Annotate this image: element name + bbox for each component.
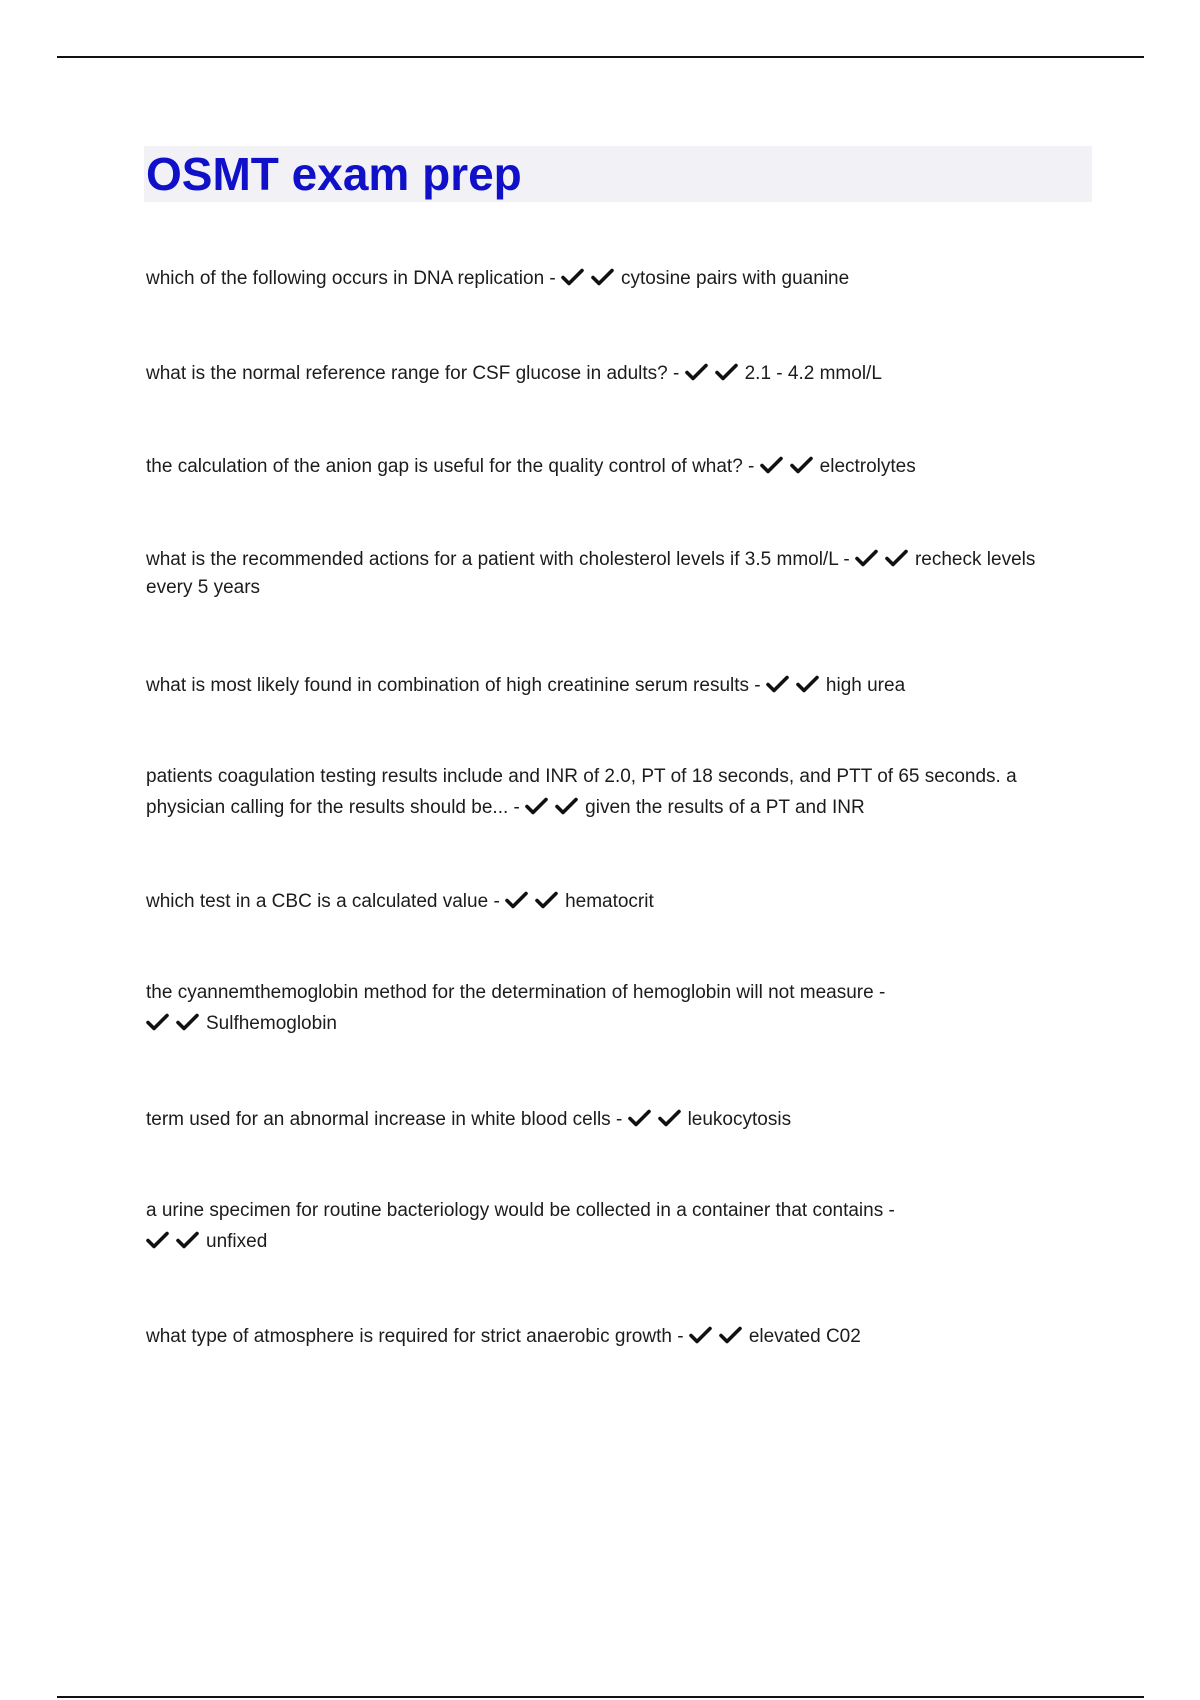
check-icon (766, 675, 789, 693)
answer-text: 2.1 - 4.2 mmol/L (744, 363, 882, 384)
list-item (146, 886, 1076, 917)
top-rule (57, 56, 1144, 58)
page-title: OSMT exam prep (146, 148, 522, 200)
separator: - (838, 549, 855, 570)
separator: - (749, 675, 766, 696)
list-item (146, 263, 1076, 294)
list-item (146, 546, 1076, 602)
check-icon (885, 549, 908, 567)
check-icon (658, 1109, 681, 1127)
list-item (146, 1195, 1076, 1257)
question-text: what type of atmosphere is required for strict anaerobic growth (146, 1326, 672, 1347)
answer-text: recheck levels every 5 years (146, 549, 1036, 598)
separator: - (667, 363, 685, 384)
answer-text: electrolytes (819, 456, 916, 477)
list-item (146, 451, 1076, 482)
question-text: what is the recommended actions for a patient with cholesterol levels if 3.5 mmol/L (146, 549, 839, 570)
check-icon (760, 456, 783, 474)
check-icon (176, 1231, 199, 1249)
answer-text: leukocytosis (687, 1109, 792, 1130)
answer-text: high urea (825, 675, 906, 696)
list-item (146, 358, 1076, 389)
check-icon (715, 363, 738, 381)
check-icon (561, 268, 584, 286)
check-icon (591, 268, 614, 286)
answer-text: unfixed (206, 1231, 268, 1252)
check-icon (796, 675, 819, 693)
list-item (146, 670, 1076, 701)
separator: - (488, 891, 506, 912)
list-item (146, 761, 1076, 823)
check-icon (505, 891, 528, 909)
check-icon (685, 363, 708, 381)
separator: - (544, 268, 562, 289)
question-text: which of the following occurs in DNA replication (146, 268, 545, 289)
question-text: what is most likely found in combination of high creatinine serum results (146, 675, 750, 696)
question-text: a urine specimen for routine bacteriology would be collected in a container that contains (146, 1200, 884, 1221)
check-icon (790, 456, 813, 474)
list-item (146, 1104, 1076, 1135)
answer-text: cytosine pairs with guanine (621, 268, 850, 289)
question-text: patients coagulation testing results include and INR of 2.0, PT of 18 seconds, and PTT of 65 seconds. a physician calling for the results should be... (146, 766, 1017, 818)
check-icon (176, 1013, 199, 1031)
separator: - (671, 1326, 689, 1347)
check-icon (855, 549, 878, 567)
separator: - (508, 797, 526, 818)
question-text: term used for an abnormal increase in white blood cells (146, 1109, 611, 1130)
answer-text: elevated C02 (748, 1326, 861, 1347)
question-text: what is the normal reference range for CSF glucose in adults? (146, 363, 668, 384)
check-icon (689, 1326, 712, 1344)
list-item (146, 1321, 1076, 1352)
separator: - (610, 1109, 628, 1130)
separator: - (883, 1200, 895, 1221)
separator: - (742, 456, 760, 477)
question-text: the calculation of the anion gap is useful for the quality control of what? (146, 456, 743, 477)
answer-text: given the results of a PT and INR (585, 797, 865, 818)
question-text: the cyannemthemoglobin method for the determination of hemoglobin will not measure (146, 982, 874, 1003)
question-text: which test in a CBC is a calculated value (146, 891, 489, 912)
check-icon (535, 891, 558, 909)
check-icon (146, 1231, 169, 1249)
check-icon (719, 1326, 742, 1344)
check-icon (146, 1013, 169, 1031)
list-item (146, 977, 1076, 1039)
separator: - (873, 982, 886, 1003)
answer-text: hematocrit (565, 891, 654, 912)
check-icon (628, 1109, 651, 1127)
answer-text: Sulfhemoglobin (206, 1013, 337, 1034)
check-icon (525, 797, 548, 815)
bottom-rule (57, 1696, 1144, 1698)
check-icon (555, 797, 578, 815)
